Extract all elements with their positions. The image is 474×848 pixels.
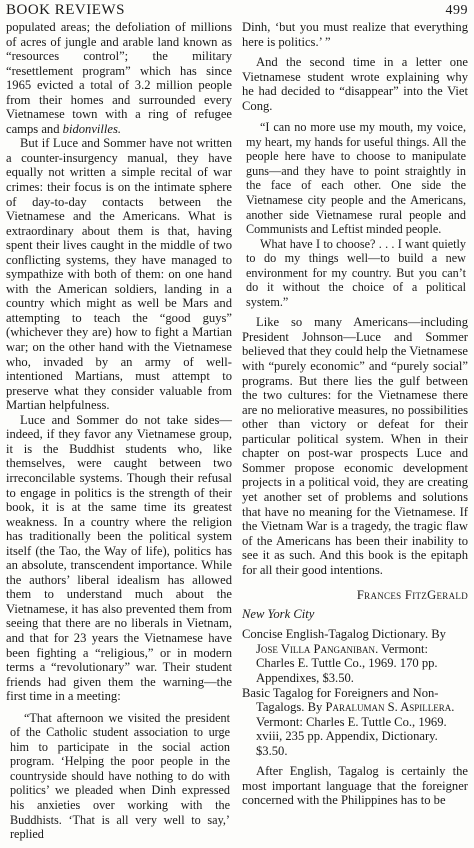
block-quote: What have I to choose? . . . I want quietly to do my things well—to build a new environment for my country. But you can’t do it without the choice of a political system.” (246, 236, 466, 309)
page-number: 499 (445, 3, 468, 18)
right-column (242, 20, 468, 848)
paragraph: Luce and Sommer do not take sides—indeed, if they favor any Vietnamese group, it is the Buddhist students who, like themselves, were caught between two irreconcilable systems. Though their refusal to engage in politics is the strength of their book, it is at the same time its greatest weakness. In a country where the religion has traditionally been the political system itself (the Tao, the Way of life), politics has an absolute, transcendent importance. While the authors’ liberal idealism has allowed them to understand much about the Vietnamese, it has also prevented them from seeing that there are no liberals in Vietnam, and that for 23 years the Vietnamese have been fighting a “religious,” or in modern terms a “revolutionary” war. Their student friends had given them the warning—the first time in a meeting: (6, 412, 232, 704)
text-columns (6, 20, 468, 848)
paragraph: Like so many Americans—including President Johnson—Luce and Sommer believed that they could help the Vietnamese with “purely economic” and “purely social” programs. But there lies the gulf between the two cultures: for the Vietnamese there are no meliorative measures, no possibilities other than victory or defeat for their particular political system. When in their chapter on post-war prospects Luce and Sommer propose economic development projects in a political void, they are creating yet another set of problems and solutions that have no meaning for the Vietnamese. If the Vietnam War is a tragedy, the tragic flaw of the Americans has been their inability to see it as such. And this book is the epitaph for all their good intentions. (242, 315, 468, 577)
left-column (6, 20, 232, 848)
bibliographic-entry: Concise English-Tagalog Dictionary. By Jose Villa Panganiban. Vermont: Charles E. Tuttle Co., 1969. 170 pp. Appendixes, $3.50. (242, 627, 446, 685)
italic-term: bidonvilles. (62, 121, 122, 136)
page-header (6, 3, 468, 18)
paragraph: Dinh, ‘but you must realize that everything here is politics.’ ” (242, 20, 468, 49)
paragraph: After English, Tagalog is certainly the most important language that the foreigner concerned with the Philippines has to be (242, 764, 468, 808)
author-location: New York City (242, 606, 315, 621)
block-quote: “That afternoon we visited the president of the Catholic student association to urge him to participate in the social action program. ‘Helping the poor people in the countryside should have nothing to do with politics’ we pleaded when Dinh expressed his anxieties over working with the Buddhists. ‘That is all very well to say,’ replied (10, 710, 230, 842)
bibliographic-entry: Basic Tagalog for Foreigners and Non-Tagalogs. By Paraluman S. Aspillera. Vermont: Charles E. Tuttle Co., 1969. xviii, 235 pp. Appendix, Dictionary. $3.50. (242, 685, 455, 758)
paragraph: But if Luce and Sommer have not written a counter-insurgency manual, they have equally not written a simple recital of war crimes: their focus is on the intimate sphere of day-to-day contacts between the Vietnamese and the Americans. What is extraordinary about them is that, having spent their lives caught in the middle of two conflicting systems, they have managed to sympathize with both of them: on one hand with the American soldiers, landing in a country which might as well be Mars and attempting to teach the “good guys” (whichever they are) how to fight a Martian war; on the other hand with the Vietnamese who, invaded by an army of well-intentioned Martians, must attempt to preserve what they consider valuable from Martian helpfulness. (6, 136, 232, 413)
author-signature: Frances FitzGerald (356, 588, 468, 603)
block-quote: “I can no more use my mouth, my voice, my heart, my hands for useful things. All the people here have to choose to manipulate guns—and they have to point straightly in the face of each other. One side the Vietnamese city people and the Americans, another side Vietnamese rural people and Communists and Leftist minded people. (246, 120, 466, 237)
paragraph: populated areas; the defoliation of millions of acres of jungle and arable land known as “resources control”; the military “resettlement program” which has since 1965 evicted a total of 3.2 million people from their homes and surrounded every Vietnamese town with a ring of refugee camps and bidonvilles. (6, 20, 232, 136)
running-head: BOOK REVIEWS (6, 2, 125, 18)
paragraph: And the second time in a letter one Vietnamese student wrote explaining why he had decided to “disappear” into the Viet Cong. (242, 55, 468, 113)
